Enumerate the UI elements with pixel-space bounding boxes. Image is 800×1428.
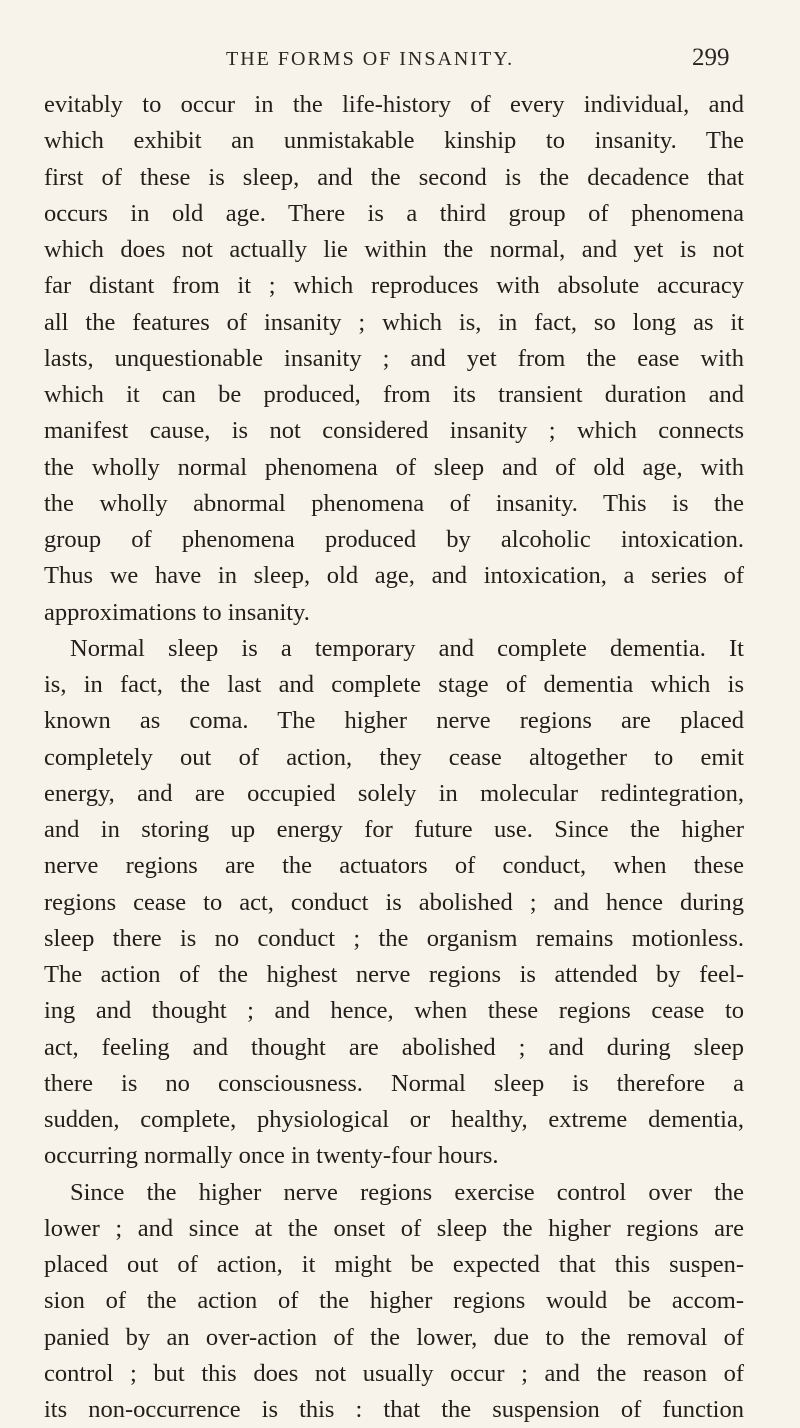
text-line: completely out of action, they cease altogether to emit — [44, 743, 744, 771]
text-line: occurs in old age. There is a third group of phenomena — [44, 199, 744, 227]
text-line: far distant from it ; which reproduces with absolute accuracy — [44, 272, 744, 300]
text-line: and in storing up energy for future use. Since the higher — [44, 816, 744, 843]
text-line: lasts, unquestionable insanity ; and yet from the ease with — [44, 344, 744, 372]
text-line: sion of the action of the higher regions would be accom- — [44, 1287, 744, 1315]
text-line: The action of the highest nerve regions is attended by feel- — [44, 961, 744, 988]
text-line: the wholly abnormal phenomena of insanity. This is the — [44, 489, 744, 517]
text-line: energy, and are occupied solely in molecular redintegration, — [44, 779, 744, 807]
running-head-title: THE FORMS OF INSANITY. — [226, 48, 515, 70]
text-line: manifest cause, is not considered insanity ; which connects — [44, 417, 744, 445]
text-line: group of phenomena produced by alcoholic intoxication. — [44, 526, 744, 553]
text-line: sudden, complete, physiological or healthy, extreme dementia, — [44, 1106, 744, 1133]
text-line: act, feeling and thought are abolished ; and during sleep — [44, 1033, 744, 1061]
text-line: Since the higher nerve regions exercise control over the — [70, 1178, 744, 1206]
text-line: which it can be produced, from its transient duration and — [44, 381, 744, 408]
body-text — [44, 87, 744, 1428]
text-line: known as coma. The higher nerve regions are placed — [44, 707, 744, 735]
text-line: there is no consciousness. Normal sleep is therefore a — [44, 1069, 744, 1097]
text-line: control ; but this does not usually occur ; and the reason of — [44, 1359, 744, 1387]
text-line: placed out of action, it might be expected that this suspen- — [44, 1251, 744, 1278]
text-line: sleep there is no conduct ; the organism remains motionless. — [44, 924, 744, 952]
text-line: nerve regions are the actuators of conduct, when these — [44, 852, 744, 880]
text-line: which exhibit an unmistakable kinship to insanity. The — [44, 127, 744, 155]
page-number: 299 — [692, 44, 730, 71]
text-line: the wholly normal phenomena of sleep and of old age, with — [44, 453, 744, 481]
text-line: which does not actually lie within the normal, and yet is not — [44, 236, 744, 263]
text-line: occurring normally once in twenty-four hours. — [44, 1142, 499, 1170]
text-line: lower ; and since at the onset of sleep the higher regions are — [44, 1214, 744, 1242]
text-line: approximations to insanity. — [44, 598, 310, 626]
text-line: all the features of insanity ; which is, in fact, so long as it — [44, 308, 744, 336]
text-line: evitably to occur in the life-history of every individual, and — [44, 91, 744, 118]
text-line: Normal sleep is a temporary and complete dementia. It — [70, 634, 744, 662]
text-line: panied by an over-action of the lower, due to the removal of — [44, 1323, 744, 1351]
text-line: its non-occurrence is this : that the suspension of function — [44, 1396, 744, 1423]
text-line: first of these is sleep, and the second is the decadence that — [44, 163, 744, 191]
text-line: ing and thought ; and hence, when these regions cease to — [44, 997, 744, 1025]
text-line: is, in fact, the last and complete stage of dementia which is — [44, 671, 744, 698]
text-line: Thus we have in sleep, old age, and intoxication, a series of — [44, 562, 744, 590]
text-line: regions cease to act, conduct is abolished ; and hence during — [44, 888, 744, 916]
